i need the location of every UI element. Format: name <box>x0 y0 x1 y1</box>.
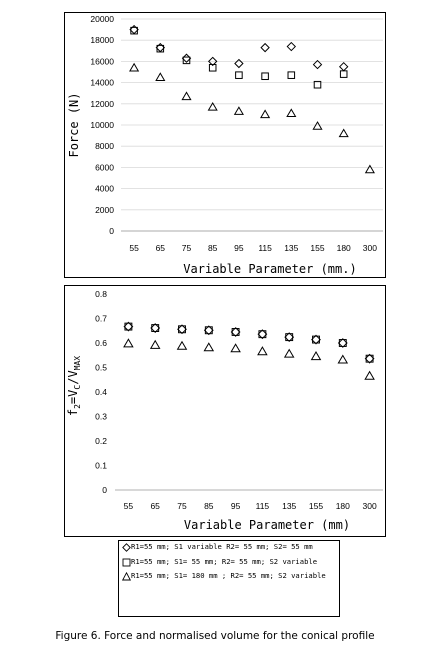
x-tick-label: 95 <box>234 243 244 253</box>
y-tick-label: 0.8 <box>95 289 107 299</box>
y-tick-label: 0.5 <box>95 362 107 373</box>
x-tick-label: 55 <box>129 243 139 253</box>
y-tick-label: 0.2 <box>95 436 107 446</box>
x-tick-label: 95 <box>230 501 241 511</box>
y-tick-label: 0.4 <box>95 387 107 397</box>
triangle-point <box>287 109 295 116</box>
y-tick-label: 0.1 <box>95 460 107 471</box>
diamond-point <box>231 328 239 336</box>
triangle-point <box>156 73 164 80</box>
diamond-point <box>178 325 186 333</box>
y-tick-label: 4000 <box>95 183 114 194</box>
x-axis-title: Variable Parameter (mm) <box>183 518 351 532</box>
x-tick-label: 155 <box>308 501 324 511</box>
diamond-point <box>365 354 373 362</box>
triangle-point <box>338 355 347 363</box>
y-tick-label: 0.7 <box>95 313 107 324</box>
diamond-point <box>261 44 269 52</box>
force-chart <box>64 12 386 278</box>
square-marker-icon <box>122 558 131 567</box>
diamond-point <box>258 330 266 338</box>
diamond-point <box>124 322 132 330</box>
y-axis-title-part: /V <box>66 370 80 385</box>
x-tick-label: 135 <box>282 501 297 511</box>
x-tick-label: 55 <box>123 501 134 511</box>
y-tick-label: 12000 <box>90 98 114 109</box>
triangle-point <box>313 122 321 129</box>
y-axis-title-part: MAX <box>73 355 82 371</box>
volume-chart-svg <box>65 286 387 538</box>
triangle-point <box>312 352 321 360</box>
figure-caption: Figure 6. Force and normalised volume for the conical profile <box>55 630 375 642</box>
triangle-point <box>261 110 269 117</box>
diamond-point <box>285 333 293 341</box>
y-tick-label: 20000 <box>90 14 114 24</box>
x-tick-label: 135 <box>284 243 299 253</box>
triangle-point <box>235 107 243 114</box>
triangle-point <box>258 347 267 355</box>
x-tick-label: 180 <box>335 501 350 511</box>
y-axis-title-part: =V <box>66 389 80 405</box>
diamond-point <box>151 324 159 332</box>
square-point <box>340 71 347 78</box>
y-axis-title-part: C <box>73 384 82 390</box>
x-tick-label: 180 <box>336 243 351 253</box>
y-tick-label: 0.3 <box>95 411 107 422</box>
legend-label: R1=55 mm; S1= 55 mm; R2= 55 mm; S2 variable <box>131 556 318 566</box>
triangle-point <box>285 350 294 358</box>
diamond-point <box>340 63 348 71</box>
y-axis-title: Force (N) <box>67 92 81 158</box>
diamond-point <box>205 326 213 334</box>
legend-label: R1=55 mm; S1= 180 mm ; R2= 55 mm; S2 variable <box>131 571 326 581</box>
volume-chart <box>64 285 386 537</box>
y-axis-title <box>66 356 82 416</box>
x-tick-label: 115 <box>255 501 270 511</box>
x-tick-label: 75 <box>177 501 187 511</box>
x-tick-label: 85 <box>207 243 218 253</box>
triangle-point <box>124 339 133 347</box>
triangle-point <box>340 129 348 136</box>
triangle-point <box>151 341 160 349</box>
y-tick-label: 16000 <box>90 56 114 67</box>
triangle-point <box>365 372 374 380</box>
x-tick-label: 115 <box>258 243 272 253</box>
x-tick-label: 300 <box>362 501 377 511</box>
y-tick-label: 2000 <box>95 204 114 215</box>
y-tick-label: 18000 <box>90 35 114 46</box>
x-tick-label: 75 <box>181 243 192 253</box>
triangle-point <box>182 92 190 99</box>
triangle-point <box>178 342 187 350</box>
legend-label: R1=55 mm; S1 variable R2= 55 mm; S2= 55 mm <box>131 542 313 551</box>
triangle-point <box>231 344 240 352</box>
force-chart-svg <box>65 13 387 279</box>
x-axis-title: Variable Parameter (mm.) <box>183 262 357 276</box>
x-tick-label: 85 <box>204 501 214 511</box>
legend-item-diamond <box>122 543 336 552</box>
y-tick-label: 14000 <box>90 77 114 88</box>
diamond-marker-icon <box>122 543 131 552</box>
x-tick-label: 65 <box>155 243 166 253</box>
square-point <box>236 72 243 79</box>
triangle-point <box>130 64 138 71</box>
x-tick-label: 300 <box>362 243 377 253</box>
triangle-point <box>204 343 213 351</box>
y-tick-label: 6000 <box>95 162 114 173</box>
triangle-marker-icon <box>122 572 131 581</box>
y-tick-label: 8000 <box>95 141 114 152</box>
legend-item-square <box>122 558 336 567</box>
x-tick-label: 65 <box>150 501 160 511</box>
diamond-point <box>235 60 243 68</box>
diamond-point <box>312 335 320 343</box>
legend-item-triangle <box>122 572 336 581</box>
square-point <box>262 73 269 80</box>
y-tick-label: 0.6 <box>95 338 107 348</box>
y-axis-title-part: f <box>66 408 80 417</box>
triangle-point <box>366 166 374 173</box>
y-tick-label: 10000 <box>90 120 114 130</box>
x-tick-label: 155 <box>310 243 325 253</box>
y-axis-title-part: 2 <box>73 404 82 409</box>
legend <box>118 540 340 617</box>
square-point <box>288 72 295 79</box>
diamond-point <box>339 339 347 347</box>
y-tick-label: 0 <box>102 485 107 495</box>
y-tick-label: 0 <box>109 226 114 236</box>
diamond-point <box>287 43 295 51</box>
